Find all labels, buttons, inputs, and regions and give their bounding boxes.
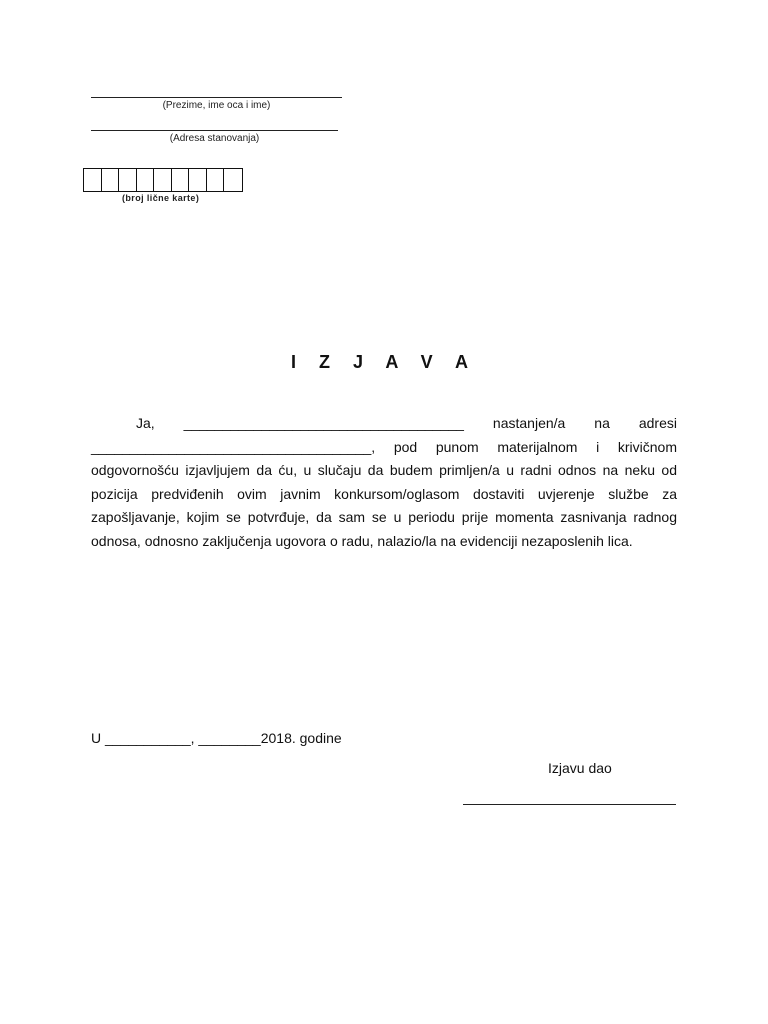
id-digit-box: [172, 169, 190, 191]
id-digit-box: [119, 169, 137, 191]
document-title: I Z J A V A: [290, 352, 477, 372]
signature-line: [463, 804, 676, 805]
full-name-line: [91, 97, 342, 98]
id-digit-box: [154, 169, 172, 191]
signature-label: Izjavu dao: [548, 760, 612, 776]
id-card-caption: (broj lične karte): [122, 193, 200, 203]
id-digit-box: [224, 169, 242, 191]
id-digit-box: [207, 169, 225, 191]
id-card-number-boxes: [83, 168, 243, 192]
address-line: [91, 130, 338, 131]
address-caption: (Adresa stanovanja): [169, 133, 260, 144]
id-digit-box: [189, 169, 207, 191]
id-digit-box: [84, 169, 102, 191]
id-digit-box: [102, 169, 120, 191]
place-date-line: U ___________, ________2018. godine: [91, 730, 342, 746]
address-field: [91, 130, 338, 144]
id-digit-box: [137, 169, 155, 191]
full-name-caption: (Prezime, ime oca i ime): [162, 100, 271, 111]
full-name-field: [91, 97, 342, 111]
declaration-body: Ja, ____________________________________ nastanjen/a na adresi ____________________________________, pod punom materijalnom i krivičnom odgovornošću izjavljujem da ću, u slučaju da budem primljen/a u radni odnos na neku od pozicija predviđenih ovim javnim konkursom/oglasom dostaviti uvjerenje službe za zapošljavanje, kojim se potvrđuje, da sam se u periodu prije momenta zasnivanja radnog odnosa, odnosno zaključenja ugovora o radu, nalazio/la na evidenciji nezaposlenih lica.: [91, 415, 677, 549]
